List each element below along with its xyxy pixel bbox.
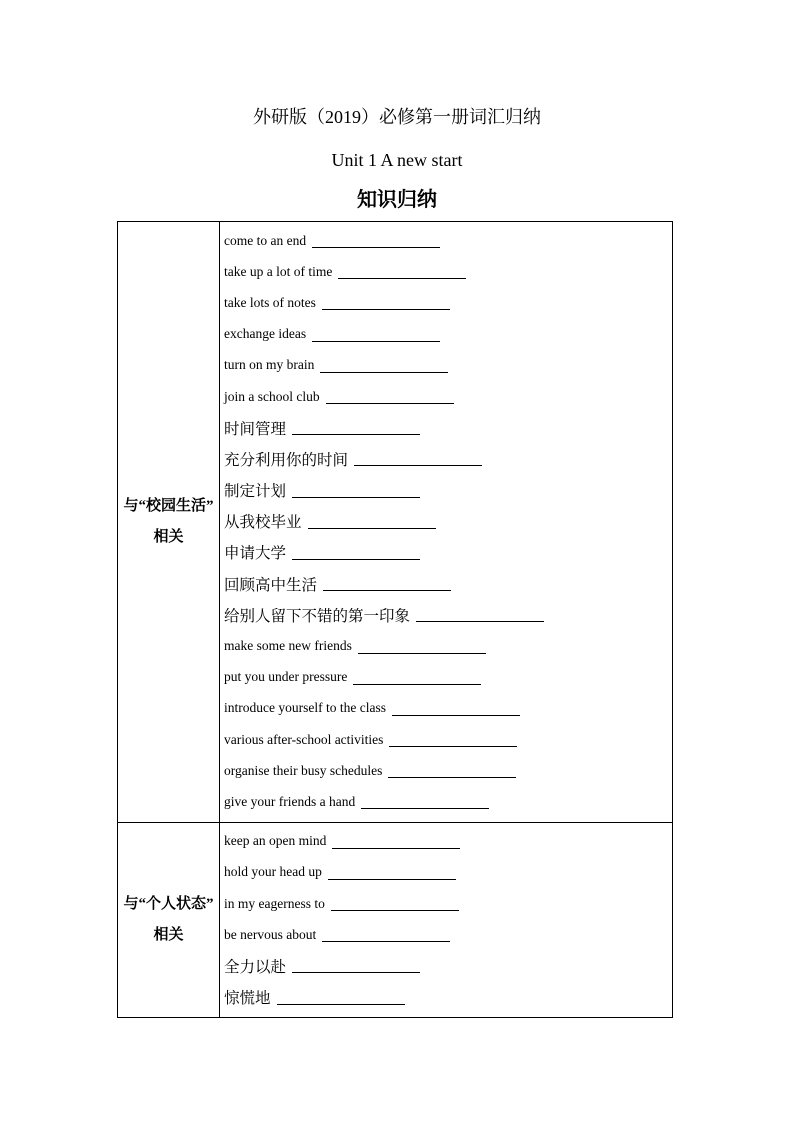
phrase-text: 全力以赴: [224, 958, 287, 976]
answer-blank[interactable]: [312, 327, 440, 342]
table-row: [118, 222, 673, 823]
list-item: [224, 888, 672, 919]
phrase-text: come to an end: [224, 232, 307, 248]
answer-blank[interactable]: [322, 295, 450, 310]
list-item: [224, 319, 672, 350]
list-item: [224, 412, 672, 443]
answer-blank[interactable]: [353, 670, 481, 685]
category-label: 相关: [153, 926, 184, 943]
list-item: [224, 537, 672, 568]
list-item: [224, 857, 672, 888]
list-item: [224, 950, 672, 981]
answer-blank[interactable]: [277, 990, 405, 1005]
phrase-text: 惊慌地: [224, 990, 271, 1008]
answer-blank[interactable]: [389, 732, 517, 747]
answer-blank[interactable]: [320, 358, 448, 373]
list-item: [224, 755, 672, 786]
items-cell: [220, 222, 673, 823]
answer-blank[interactable]: [322, 927, 450, 942]
phrase-text: take lots of notes: [224, 294, 316, 310]
answer-blank[interactable]: [308, 514, 436, 529]
phrase-text: make some new friends: [224, 638, 352, 654]
list-item: [224, 568, 672, 599]
answer-blank[interactable]: [292, 958, 420, 973]
list-item: [224, 256, 672, 287]
list-item: [224, 287, 672, 318]
answer-blank[interactable]: [416, 607, 544, 622]
answer-blank[interactable]: [323, 576, 451, 591]
answer-blank[interactable]: [292, 420, 420, 435]
list-item: [224, 662, 672, 693]
phrase-text: put you under pressure: [224, 669, 348, 685]
list-item: [224, 724, 672, 755]
list-item: [224, 630, 672, 661]
list-item: [224, 381, 672, 412]
phrase-text: join a school club: [224, 388, 320, 404]
phrase-text: 时间管理: [224, 420, 287, 438]
document-title: 外研版（2019）必修第一册词汇归纳: [253, 107, 541, 127]
list-item: [224, 919, 672, 950]
answer-blank[interactable]: [332, 834, 460, 849]
phrase-text: 申请大学: [224, 545, 287, 563]
list-item: [224, 443, 672, 474]
category-label: 与“个人状态”: [123, 895, 214, 912]
answer-blank[interactable]: [358, 639, 486, 654]
category-cell: [118, 822, 220, 1017]
list-item: [224, 786, 672, 817]
list-item: [224, 475, 672, 506]
answer-blank[interactable]: [326, 389, 454, 404]
category-label: 相关: [153, 528, 184, 545]
phrase-text: give your friends a hand: [224, 793, 356, 809]
phrase-text: organise their busy schedules: [224, 762, 383, 778]
phrase-text: exchange ideas: [224, 326, 307, 342]
list-item: [224, 982, 672, 1013]
phrase-text: in my eagerness to: [224, 895, 325, 911]
phrase-text: introduce yourself to the class: [224, 700, 386, 716]
category-label: 与“校园生活”: [123, 497, 214, 514]
phrase-text: 充分利用你的时间: [224, 451, 349, 469]
items-cell: [220, 822, 673, 1017]
answer-blank[interactable]: [292, 545, 420, 560]
answer-blank[interactable]: [312, 233, 440, 248]
list-item: [224, 826, 672, 857]
phrase-text: 回顾高中生活: [224, 576, 318, 594]
answer-blank[interactable]: [392, 701, 520, 716]
list-item: [224, 599, 672, 630]
table-row: [118, 822, 673, 1017]
phrase-text: keep an open mind: [224, 833, 327, 849]
phrase-text: turn on my brain: [224, 357, 315, 373]
phrase-text: 从我校毕业: [224, 514, 302, 532]
section-title: 知识归纳: [357, 189, 437, 211]
answer-blank[interactable]: [354, 451, 482, 466]
phrase-text: 制定计划: [224, 483, 287, 501]
vocabulary-table: [117, 221, 673, 1018]
answer-blank[interactable]: [388, 763, 516, 778]
phrase-text: hold your head up: [224, 864, 322, 880]
phrase-text: various after-school activities: [224, 731, 384, 747]
list-item: [224, 225, 672, 256]
answer-blank[interactable]: [338, 264, 466, 279]
list-item: [224, 693, 672, 724]
phrase-text: 给别人留下不错的第一印象: [224, 607, 411, 625]
answer-blank[interactable]: [331, 896, 459, 911]
phrase-text: be nervous about: [224, 926, 317, 942]
phrase-text: take up a lot of time: [224, 263, 333, 279]
answer-blank[interactable]: [328, 865, 456, 880]
list-item: [224, 350, 672, 381]
unit-title: Unit 1 A new start: [331, 150, 463, 170]
answer-blank[interactable]: [292, 483, 420, 498]
answer-blank[interactable]: [361, 794, 489, 809]
list-item: [224, 506, 672, 537]
category-cell: [118, 222, 220, 823]
